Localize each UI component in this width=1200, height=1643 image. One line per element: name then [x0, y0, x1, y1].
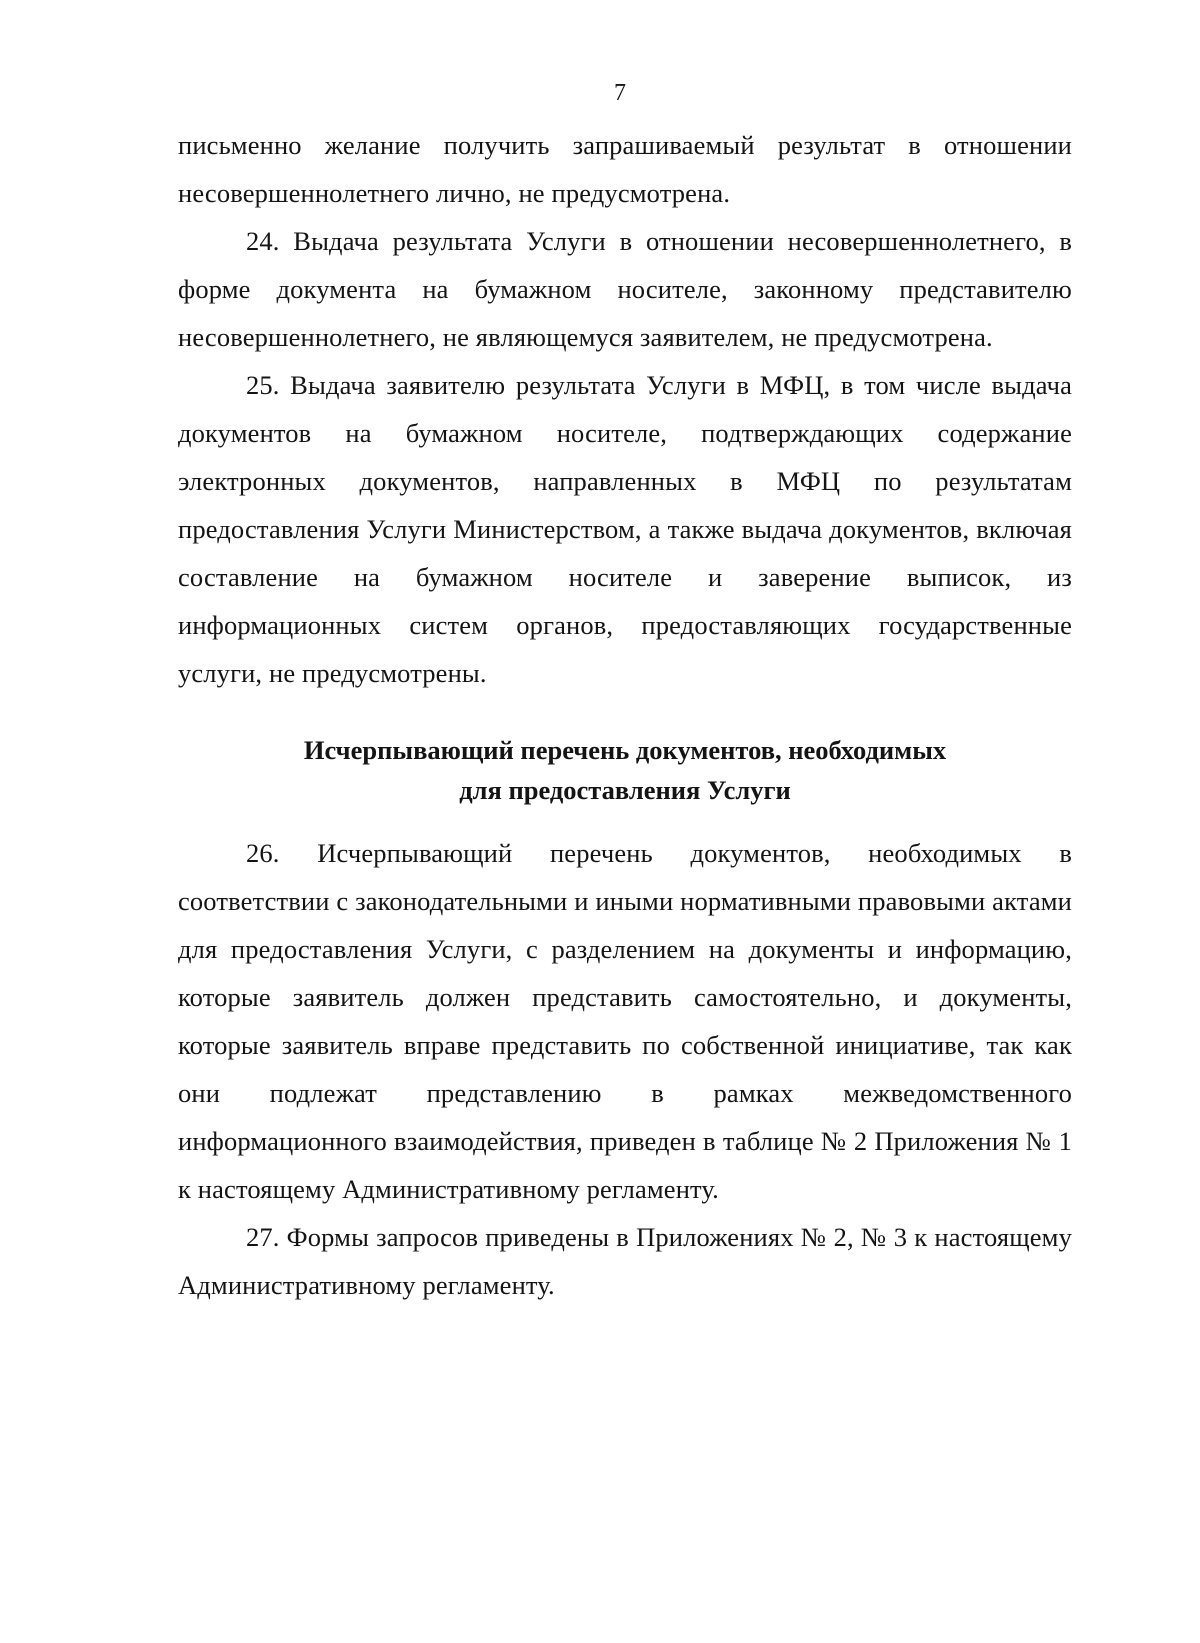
section-heading: [178, 730, 1072, 810]
paragraph-26: 26. Исчерпывающий перечень документов, необходимых в соответствии с законодательными и иными нормативными правовыми актами для предоставления Услуги, с разделением на документы и информацию, которые заявитель должен представить самостоятельно, и документы, которые заявитель вправе представить по собственной инициативе, так как они подлежат представлению в рамках межведомственного информационного взаимодействия, приведен в таблице № 2 Приложения № 1 к настоящему Административному регламенту.: [178, 838, 1072, 1204]
body-text-bottom: [178, 829, 1072, 1309]
paragraph-27: 27. Формы запросов приведены в Приложениях № 2, № 3 к настоящему Административному регламенту.: [178, 1222, 1072, 1300]
paragraph-24: 24. Выдача результата Услуги в отношении несовершеннолетнего, в форме документа на бумажном носителе, законному представителю несовершеннолетнего, не являющемуся заявителем, не предусмотрена.: [178, 226, 1072, 352]
paragraph-25: 25. Выдача заявителю результата Услуги в МФЦ, в том числе выдача документов на бумажном носителе, подтверждающих содержание электронных документов, направленных в МФЦ по результатам предоставления Услуги Министерством, а также выдача документов, включая составление на бумажном носителе и заверение выписок, из информационных систем органов, предоставляющих государственные услуги, не предусмотрены.: [178, 370, 1072, 688]
paragraph-continuation: письменно желание получить запрашиваемый результат в отношении несовершеннолетнего лично, не предусмотрена.: [178, 130, 1072, 208]
section-heading-line-1: Исчерпывающий перечень документов, необходимых: [303, 735, 947, 765]
body-text-top: [178, 121, 1072, 697]
page-number: 7: [614, 80, 626, 106]
section-heading-line-2: для предоставления Услуги: [459, 775, 791, 805]
